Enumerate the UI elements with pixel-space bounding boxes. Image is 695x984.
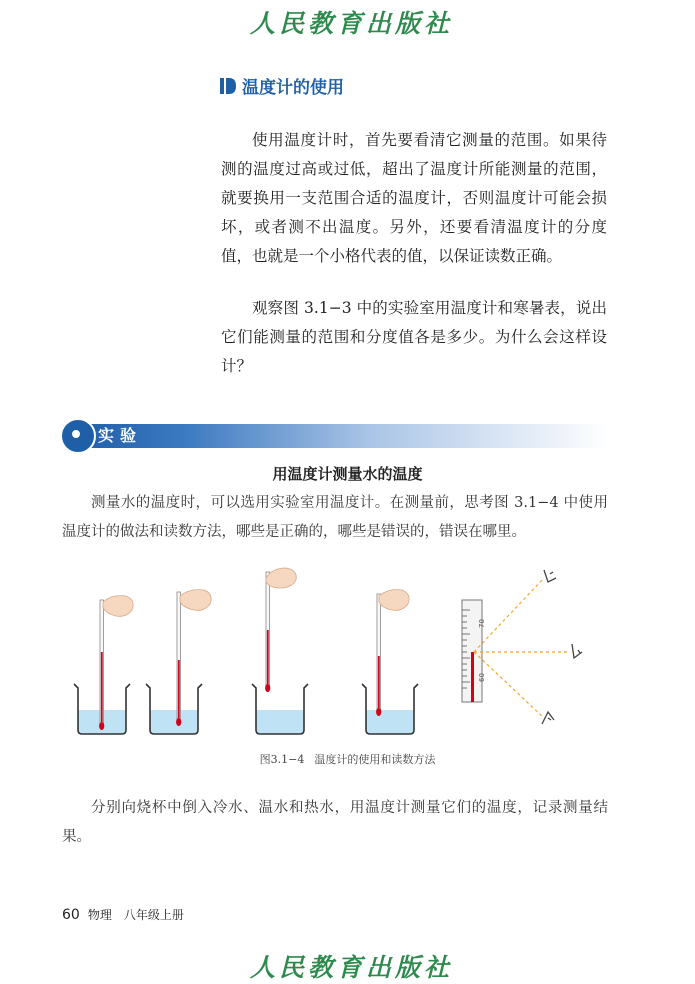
section-heading <box>220 73 344 98</box>
figure-caption-text: 温度计的使用和读数方法 <box>314 753 436 766</box>
experiment-banner <box>60 418 608 452</box>
figure-number: 图3.1−4 <box>259 753 305 766</box>
beaker-2 <box>146 590 211 734</box>
publisher-logo-bottom: 人民教育出版社 <box>250 953 454 982</box>
section-title: 温度计的使用 <box>242 78 344 98</box>
body-paragraph-2: 观察图 3.1−3 中的实验室用温度计和寒暑表，说出它们能测量的范围和分度值各是多少。为什么会这样设计？ <box>221 299 607 375</box>
eye-icon <box>572 644 582 658</box>
hand-1 <box>103 596 133 617</box>
hand-3 <box>266 568 296 588</box>
hand-2 <box>180 590 211 611</box>
page-footer <box>62 906 184 923</box>
beaker-4 <box>362 590 418 734</box>
section-marker-icon <box>220 77 236 95</box>
scale-label-60: 60 <box>478 673 486 682</box>
footer-grade: 八年级上册 <box>123 908 184 922</box>
beaker-1 <box>74 596 133 734</box>
figure-caption <box>0 751 695 767</box>
beaker-3 <box>252 568 308 734</box>
experiment-paragraph-1: 测量水的温度时，可以选用实验室用温度计。在测量前，思考图 3.1−4 中使用温度计的做法和读数方法，哪些是正确的，哪些是错误的，错误在哪里。 <box>62 495 608 540</box>
scale-label-70: 70 <box>478 619 486 628</box>
experiment-label: 实验 <box>98 426 143 445</box>
page-number: 60 <box>62 907 80 923</box>
figure-illustration <box>60 560 620 745</box>
experiment-strip <box>74 424 608 448</box>
reading-closeup <box>462 570 582 724</box>
hand-4 <box>379 590 409 611</box>
speech-bubble-icon <box>60 418 96 454</box>
footer-subject: 物理 <box>87 908 112 922</box>
body-paragraph-1: 使用温度计时，首先要看清它测量的范围。如果待测的温度过高或过低，超出了温度计所能测量的范围，就要换用一支范围合适的温度计，否则温度计可能会损坏，或者测不出温度。另外，还要看清温度计的分度值，也就是一个小格代表的值，以保证读数正确。 <box>221 131 607 265</box>
experiment-title: 用温度计测量水的温度 <box>272 465 423 483</box>
eye-icon <box>544 570 556 582</box>
experiment-paragraph-2: 分别向烧杯中倒入冷水、温水和热水，用温度计测量它们的温度，记录测量结果。 <box>62 800 608 845</box>
publisher-logo: 人民教育出版社 <box>250 9 454 38</box>
